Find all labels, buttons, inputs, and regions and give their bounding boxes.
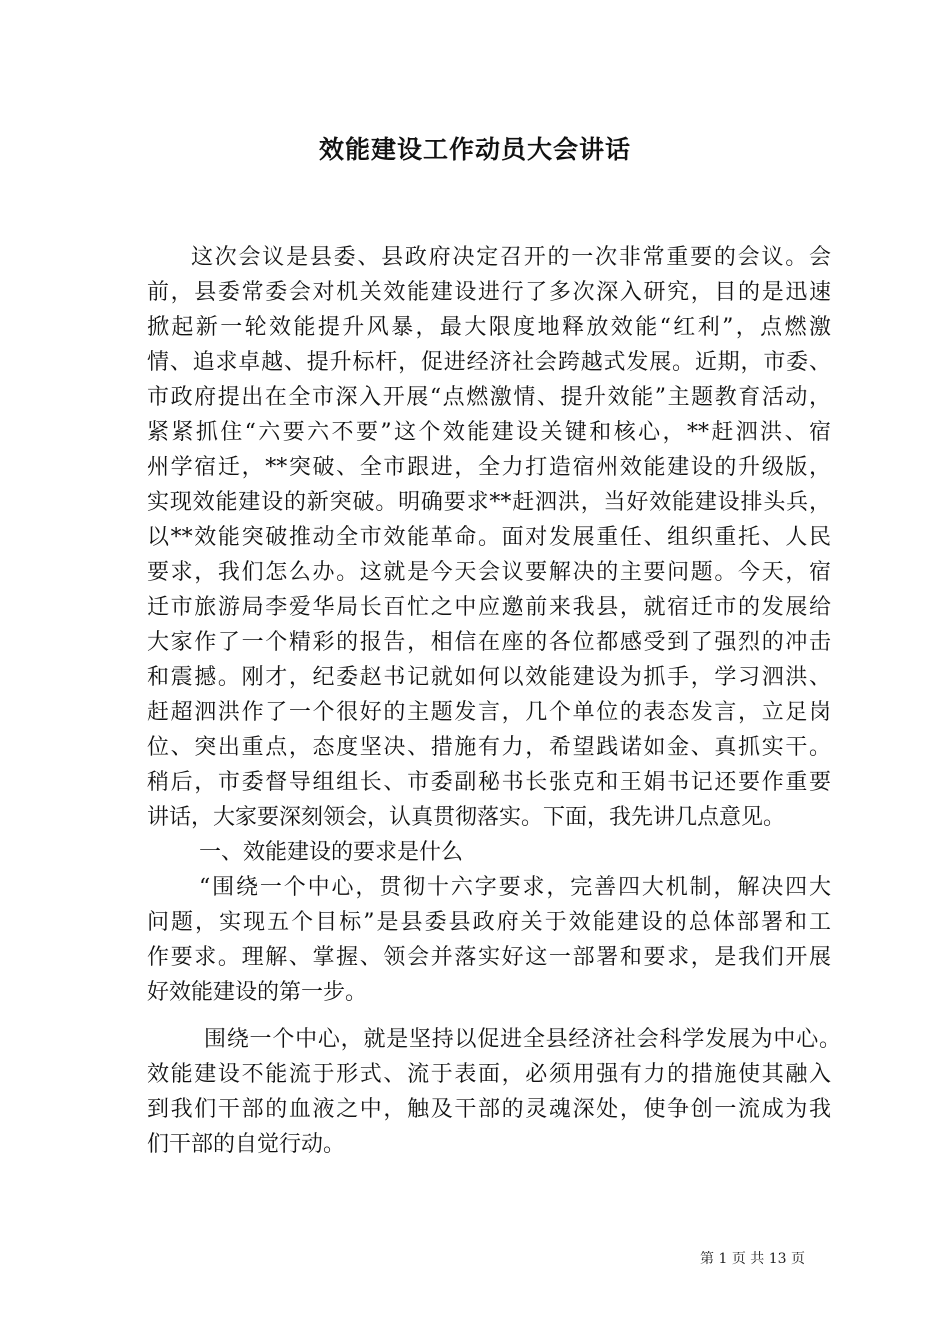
- text-line: 效能建设不能流于形式、流于表面，必须用强有力的措施使其融入: [147, 1062, 831, 1087]
- text-line: 州学宿迁，**突破、全市跟进，全力打造宿州效能建设的升级版，: [147, 455, 831, 480]
- text-line: 稍后，市委督导组组长、市委副秘书长张克和王娟书记还要作重要: [147, 770, 831, 795]
- text-line: 围绕一个中心，就是坚持以促进全县经济社会科学发展为中心。: [204, 1027, 841, 1052]
- text-line: 赶超泗洪作了一个很好的主题发言，几个单位的表态发言，立足岗: [147, 700, 831, 725]
- text-line: 问题，实现五个目标”是县委县政府关于效能建设的总体部署和工: [147, 910, 831, 935]
- text-line: 大家作了一个精彩的报告，相信在座的各位都感受到了强烈的冲击: [147, 630, 831, 655]
- text-line: 到我们干部的血液之中，触及干部的灵魂深处，使争创一流成为我: [147, 1097, 831, 1122]
- document-body: [147, 240, 841, 1162]
- text-line: 迁市旅游局李爱华局长百忙之中应邀前来我县，就宿迁市的发展给: [147, 595, 831, 620]
- text-line: 以**效能突破推动全市效能革命。面对发展重任、组织重托、人民: [147, 525, 831, 550]
- text-line: 紧紧抓住“六要六不要”这个效能建设关键和核心，**赶泗洪、宿: [147, 420, 831, 445]
- text-line: 好效能建设的第一步。: [147, 980, 368, 1005]
- page-number: 第 1 页 共 13 页: [700, 1251, 805, 1267]
- text-line: 们干部的自觉行动。: [147, 1132, 346, 1157]
- text-line: 情、追求卓越、提升标杆，促进经济社会跨越式发展。近期，市委、: [147, 350, 831, 375]
- paragraph-2: [147, 870, 831, 1010]
- text-line: 和震撼。刚才，纪委赵书记就如何以效能建设为抓手，学习泗洪、: [147, 665, 831, 690]
- heading-text: 一、效能建设的要求是什么: [199, 840, 464, 865]
- paragraph-1: [147, 240, 831, 835]
- text-line: 这次会议是县委、县政府决定召开的一次非常重要的会议。会: [191, 245, 831, 270]
- text-line: “围绕一个中心，贯彻十六字要求，完善四大机制，解决四大: [199, 875, 831, 900]
- section-heading-1: [147, 835, 831, 870]
- text-line: 位、突出重点，态度坚决、措施有力，希望践诺如金、真抓实干。: [147, 735, 831, 760]
- text-line: 市政府提出在全市深入开展“点燃激情、提升效能”主题教育活动，: [147, 385, 831, 410]
- text-line: 实现效能建设的新突破。明确要求**赶泗洪，当好效能建设排头兵，: [147, 490, 831, 515]
- text-line: 讲话，大家要深刻领会，认真贯彻落实。下面，我先讲几点意见。: [147, 805, 786, 830]
- document-title: 效能建设工作动员大会讲话: [318, 135, 631, 164]
- text-line: 前，县委常委会对机关效能建设进行了多次深入研究，目的是迅速: [147, 280, 831, 305]
- text-line: 掀起新一轮效能提升风暴，最大限度地释放效能“红利”，点燃激: [147, 315, 831, 340]
- paragraph-3: [147, 1022, 841, 1162]
- text-line: 要求，我们怎么办。这就是今天会议要解决的主要问题。今天，宿: [147, 560, 831, 585]
- text-line: 作要求。理解、掌握、领会并落实好这一部署和要求，是我们开展: [147, 945, 831, 970]
